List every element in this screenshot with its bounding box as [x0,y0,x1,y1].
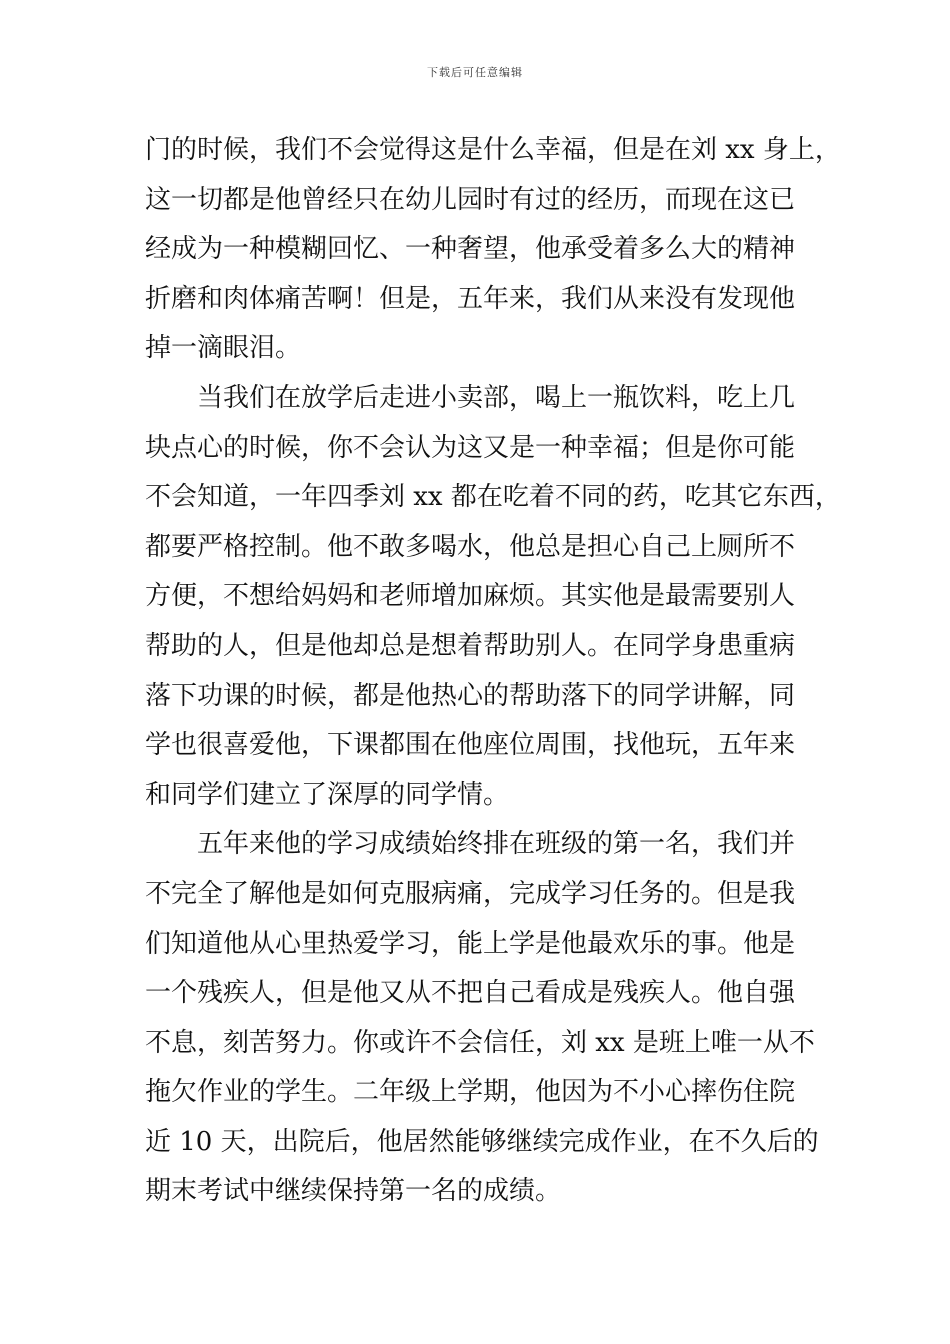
document-body [145,126,841,1217]
text-line: 门的时候，我们不会觉得这是什么幸福，但是在刘 xx 身上， [145,135,841,165]
text-line: 落下功课的时候，都是他热心的帮助落下的同学讲解，同 [145,680,796,711]
text-line: 块点心的时候，你不会认为这又是一种幸福；但是你可能 [145,432,796,463]
text-line: 一个残疾人，但是他又从不把自己看成是残疾人。他自强 [145,978,796,1009]
text-line: 不完全了解他是如何克服病痛，完成学习任务的。但是我 [145,878,796,909]
text-line: 当我们在放学后走进小卖部，喝上一瓶饮料，吃上几 [145,382,796,413]
text-line: 学也很喜爱他，下课都围在他座位周围，找他玩，五年来 [145,730,796,761]
paragraph-2 [145,374,841,820]
text-line: 期末考试中继续保持第一名的成绩。 [145,1176,562,1207]
text-line: 不会知道，一年四季刘 xx 都在吃着不同的药，吃其它东西， [145,482,841,513]
text-line: 五年来他的学习成绩始终排在班级的第一名，我们并 [145,829,796,860]
paragraph-3 [145,820,827,1217]
text-line: 折磨和肉体痛苦啊！但是，五年来，我们从来没有发现他 [145,283,796,314]
text-line: 拖欠作业的学生。二年级上学期，他因为不小心摔伤住院 [145,1077,796,1108]
text-line: 和同学们建立了深厚的同学情。 [145,779,510,810]
text-line: 都要严格控制。他不敢多喝水，他总是担心自己上厕所不 [145,531,796,562]
text-line: 这一切都是他曾经只在幼儿园时有过的经历，而现在这已 [145,184,796,215]
text-line: 们知道他从心里热爱学习，能上学是他最欢乐的事。他是 [145,928,796,959]
text-line: 不息，刻苦努力。你或许不会信任，刘 xx 是班上唯一从不 [145,1027,815,1058]
page-header: 下载后可任意编辑 [427,66,523,79]
text-line: 掉一滴眼泪。 [145,333,302,364]
text-line: 经成为一种模糊回忆、一种奢望，他承受着多么大的精神 [145,234,796,265]
text-line: 近 10 天，出院后，他居然能够继续完成作业，在不久后的 [145,1126,819,1157]
paragraph-1 [145,126,841,374]
text-line: 帮助的人，但是他却总是想着帮助别人。在同学身患重病 [145,630,796,661]
text-line: 方便，不想给妈妈和老师增加麻烦。其实他是最需要别人 [145,581,796,612]
